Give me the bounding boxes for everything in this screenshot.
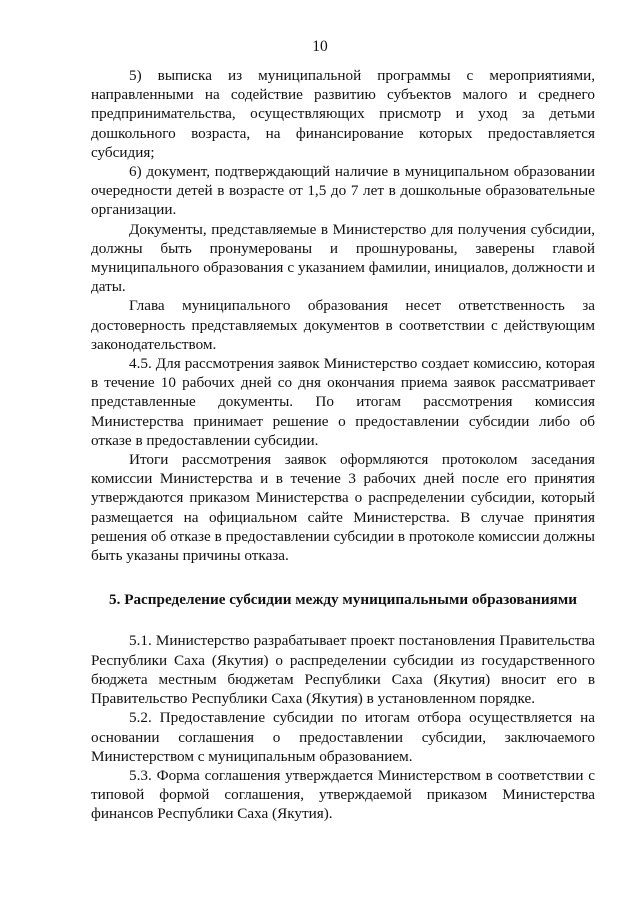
- paragraph-5-1: 5.1. Министерство разрабатывает проект постановления Правительства Республики Саха (Якутия) о распределении субсидии из государственного бюджета местным бюджетам Республики Саха (Якутия) вносит его в Правительство Республики Саха (Якутия) в установленном порядке.: [91, 632, 595, 708]
- paragraph-head-responsibility: Глава муниципального образования несет ответственность за достоверность представляемых документов в соответствии с действующим законодательством.: [91, 297, 595, 353]
- paragraph-item-6-document: 6) документ, подтверждающий наличие в муниципальном образовании очередности детей в возрасте от 1,5 до 7 лет в дошкольные образовательные организации.: [91, 163, 595, 219]
- section-heading: 5. Распределение субсидии между муниципальными образованиями: [109, 591, 577, 609]
- paragraph-5-3: 5.3. Форма соглашения утверждается Министерством в соответствии с типовой формой соглашения, утверждаемой приказом Министерства финансов Республики Саха (Якутия).: [91, 766, 595, 823]
- document-body: [91, 66, 595, 824]
- paragraph-documents-requirements: Документы, представляемые в Министерство для получения субсидии, должны быть пронумерованы и прошнурованы, заверены главой муниципального образования с указанием фамилии, инициалов, должности и даты.: [91, 220, 595, 296]
- paragraph-4-5-commission: 4.5. Для рассмотрения заявок Министерство создает комиссию, которая в течение 10 рабочих дней со дня окончания приема заявок рассматривает представленные документы. По итогам рассмотрения комиссия Министерства принимает решение о предоставлении субсидии либо об отказе в предоставлении субсидии.: [91, 355, 595, 449]
- paragraph-results-protocol: Итоги рассмотрения заявок оформляются протоколом заседания комиссии Министерства и в течение 3 рабочих дней после его принятия утверждаются приказом Министерства о распределении субсидии, который размещается на официальном сайте Министерства. В случае принятия решения об отказе в предоставлении субсидии в протоколе комиссии должны быть указаны причины отказа.: [91, 451, 595, 565]
- page-number: 10: [312, 38, 328, 55]
- paragraph-item-5-extract: 5) выписка из муниципальной программы с мероприятиями, направленными на содействие развитию субъектов малого и среднего предпринимательства, осуществляющих присмотр и уход за детьми дошкольного возраста, на финансирование которых предоставляется субсидия;: [91, 67, 595, 161]
- paragraph-5-2: 5.2. Предоставление субсидии по итогам отбора осуществляется на основании соглашения о предоставлении субсидии, заключаемого Министерством с муниципальным образованием.: [91, 709, 595, 765]
